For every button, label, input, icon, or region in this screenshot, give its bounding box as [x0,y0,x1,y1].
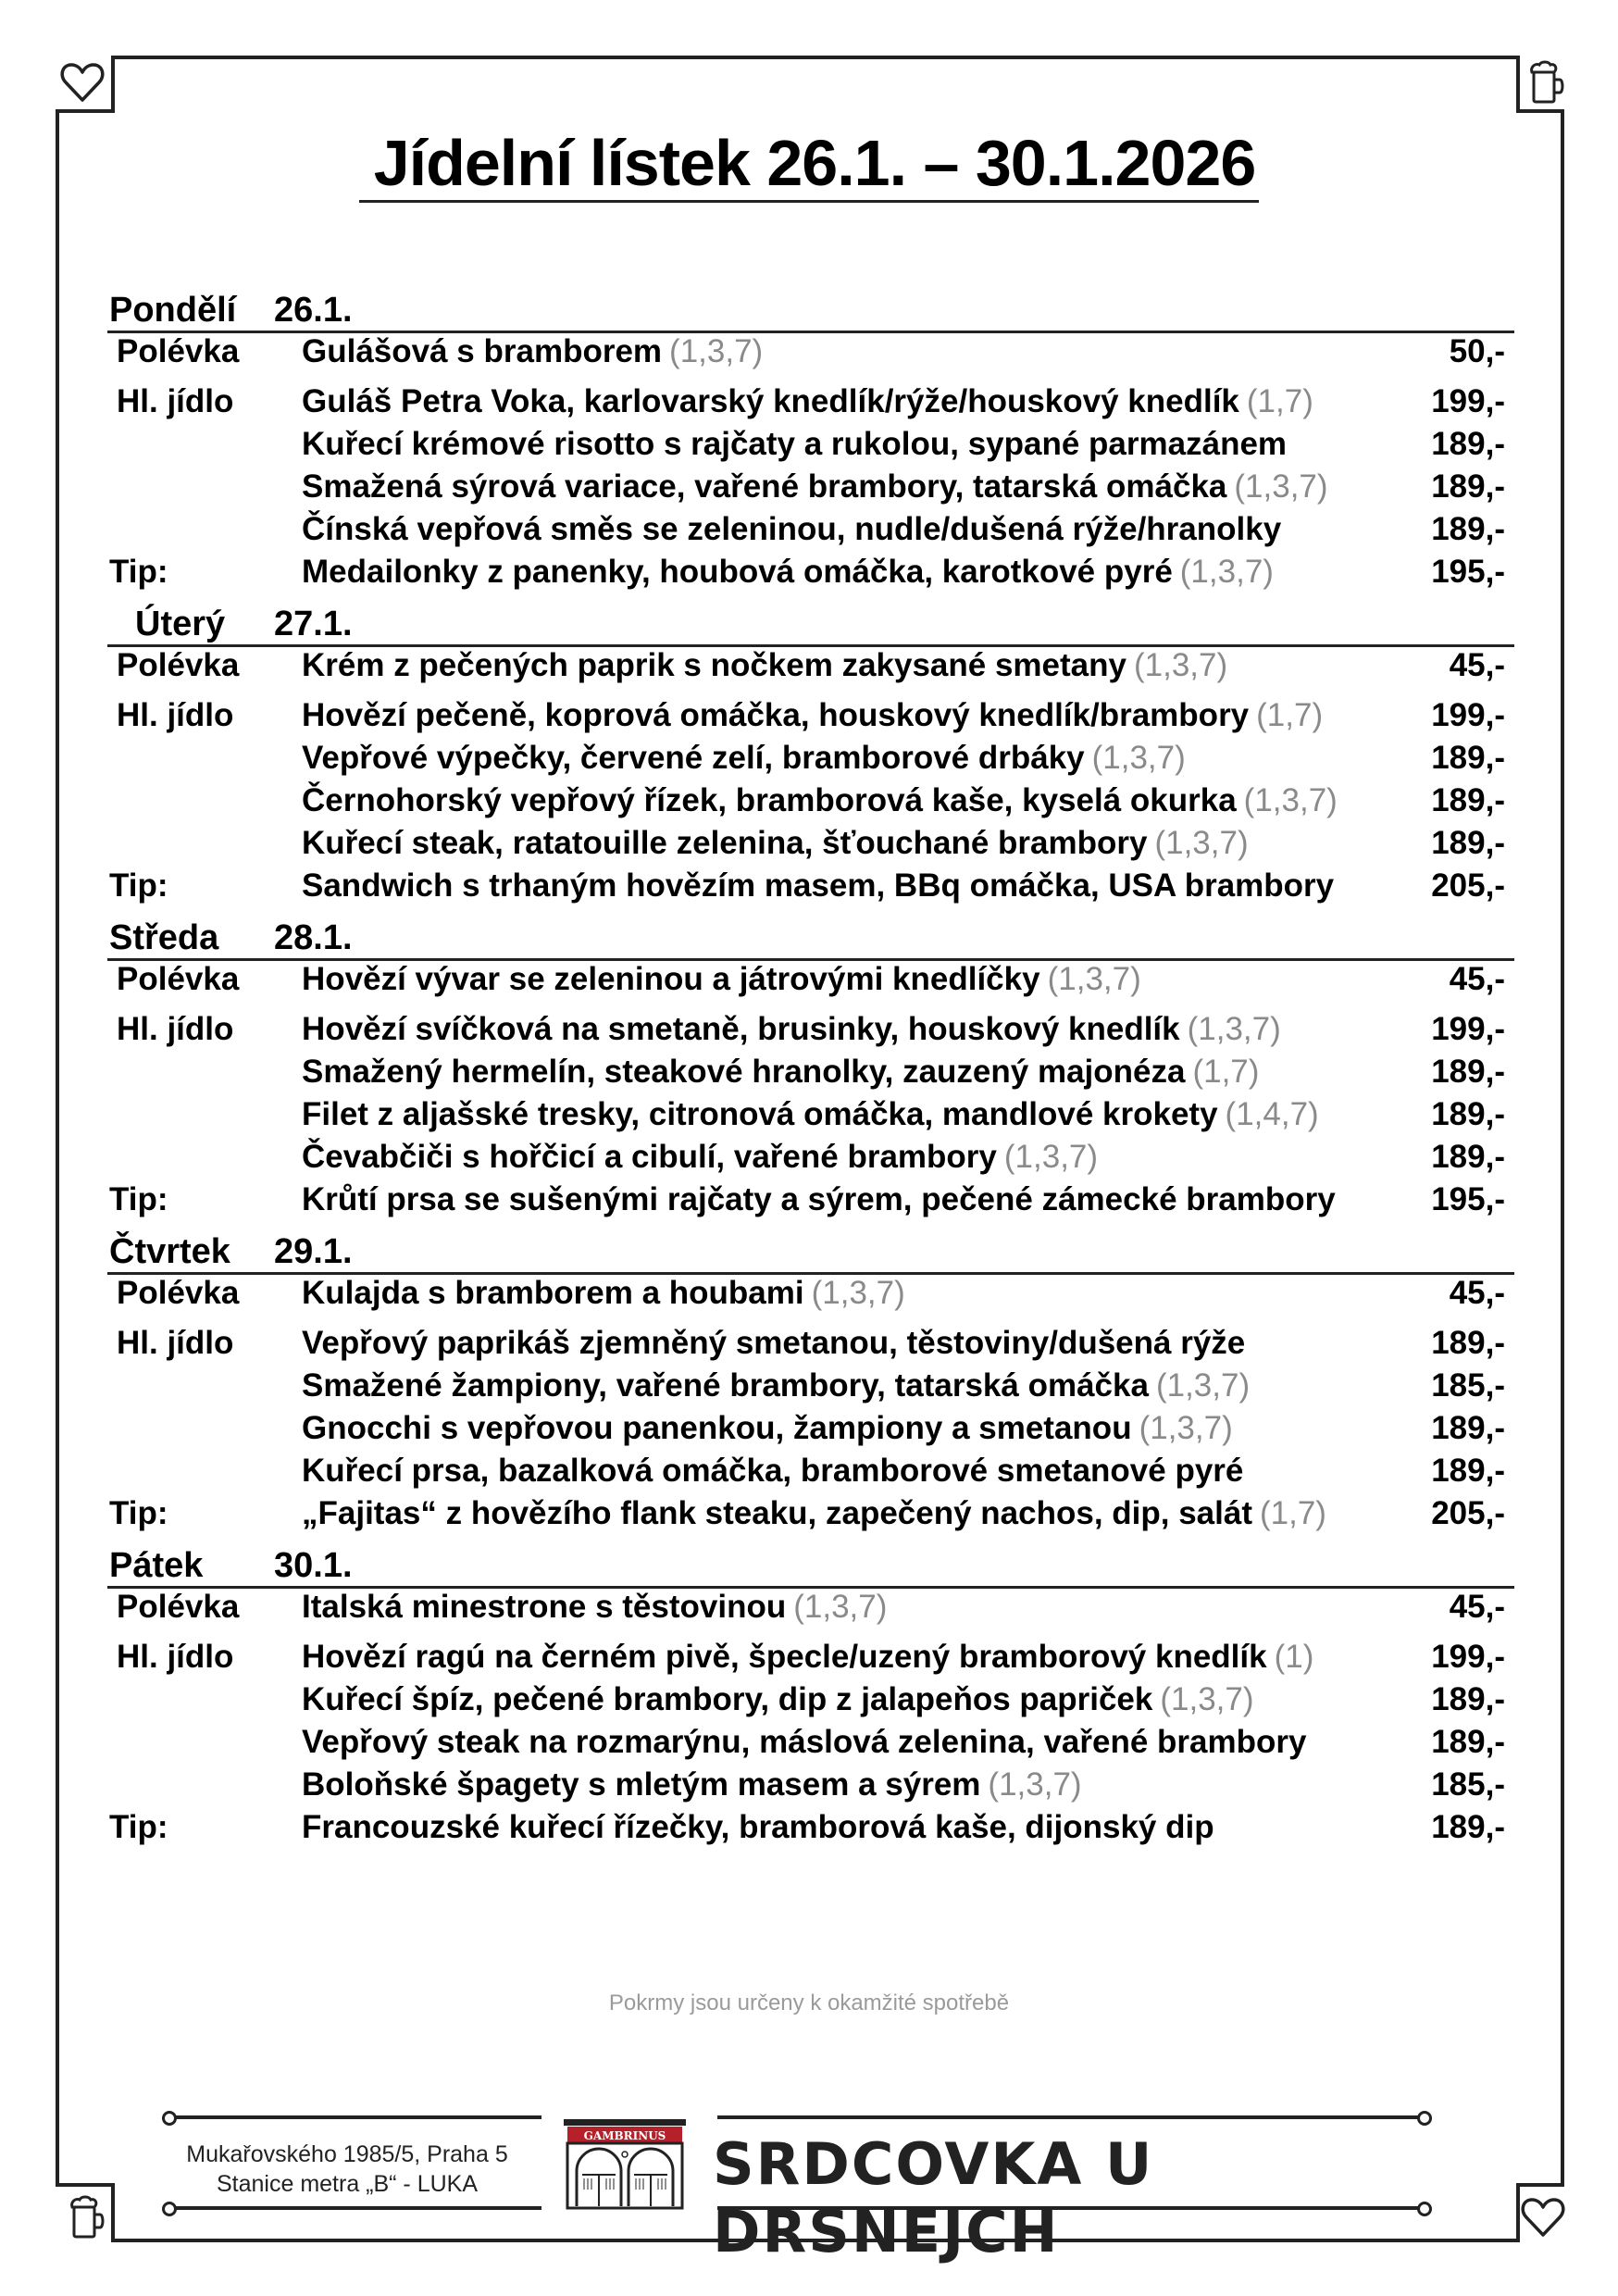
footer-dot [1417,2111,1432,2126]
dish-name: Kuřecí steak, ratatouille zelenina, šťouchané brambory [302,825,1148,861]
menu-item-price: 199,- [1431,1639,1505,1675]
menu-item-dish [302,1589,1403,1626]
menu-item [107,1139,1514,1181]
menu-item-price: 195,- [1431,554,1505,590]
menu-item [107,1325,1514,1367]
menu-item-category: Hl. jídlo [117,1325,234,1361]
menu-item-dish [302,825,1403,862]
dish-name: Kuřecí prsa, bazalková omáčka, bramborové smetanové pyré [302,1453,1244,1489]
day-section [107,1224,1514,1538]
dish-name: Hovězí pečeně, koprová omáčka, houskový knedlík/brambory [302,697,1250,733]
dish-name: Guláš Petra Voka, karlovarský knedlík/rýže/houskový knedlík [302,383,1239,419]
menu-item-dish [302,1054,1403,1091]
menu-item-dish [302,1410,1403,1447]
allergen-codes: (1,4,7) [1225,1096,1319,1132]
allergen-codes: (1,3,7) [1133,647,1228,683]
dish-name: Smažené žampiony, vařené brambory, tatarská omáčka [302,1367,1149,1404]
beer-mug-icon [1523,57,1573,107]
menu-item-price: 189,- [1431,1054,1505,1090]
day-date: 29.1. [274,1232,353,1271]
day-date: 26.1. [274,291,353,330]
menu-item [107,647,1514,690]
menu-item-category: Polévka [117,647,240,683]
allergen-codes: (1,3,7) [1160,1681,1254,1717]
menu-item-dish [302,1011,1403,1048]
menu-item-category: Polévka [117,1275,240,1311]
allergen-codes: (1,3,7) [1139,1410,1233,1446]
day-section [107,282,1514,596]
footer-dot [162,2111,177,2126]
menu-item-price: 189,- [1431,1096,1505,1132]
menu-item [107,1724,1514,1766]
menu-item-dish [302,1495,1403,1532]
day-items [107,647,1514,910]
footer-banner [162,2115,1430,2265]
menu-item-dish [302,961,1403,998]
menu-item [107,1639,1514,1681]
menu-item [107,383,1514,426]
day-date: 28.1. [274,918,353,957]
menu-item [107,1410,1514,1453]
menu-item-dish [302,697,1403,734]
menu-item-dish [302,468,1403,505]
dish-name: Vepřové výpečky, červené zelí, bramborové drbáky [302,740,1085,776]
allergen-codes: (1,7) [1259,1495,1326,1531]
menu-item-price: 189,- [1431,511,1505,547]
dish-name: Hovězí ragú na černém pivě, špecle/uzený bramborový knedlík [302,1639,1267,1675]
day-items [107,1275,1514,1538]
dish-name: Hovězí svíčková na smetaně, brusinky, houskový knedlík [302,1011,1180,1047]
menu-item [107,1766,1514,1809]
menu-item-price: 205,- [1431,867,1505,904]
allergen-codes: (1,3,7) [988,1766,1082,1803]
day-header [107,1538,1514,1589]
menu-item-category: Hl. jídlo [117,1639,234,1675]
menu-item-dish [302,1139,1403,1176]
dish-name: Filet z aljašské tresky, citronová omáčka, mandlové krokety [302,1096,1218,1132]
menu-item [107,1589,1514,1631]
day-date: 30.1. [274,1546,353,1585]
menu-item-dish [302,782,1403,819]
menu-item-dish [302,1275,1403,1312]
menu-item-dish [302,1639,1403,1676]
menu-item-dish [302,1181,1403,1218]
allergen-codes: (1,3,7) [1187,1011,1281,1047]
day-items [107,961,1514,1224]
brand-name: SRDCOVKA U DRSNEJCH [713,2130,1154,2265]
menu-item-price: 195,- [1431,1181,1505,1217]
dish-name: Hovězí vývar se zeleninou a játrovými knedlíčky [302,961,1040,997]
menu-item-price: 45,- [1449,961,1505,997]
allergen-codes: (1,3,7) [811,1275,905,1311]
menu-item-price: 199,- [1431,1011,1505,1047]
day-header [107,596,1514,647]
menu-item-price: 205,- [1431,1495,1505,1531]
day-section [107,596,1514,910]
allergen-codes: (1,7) [1256,697,1324,733]
day-section [107,1538,1514,1852]
dish-name: Italská minestrone s těstovinou [302,1589,787,1625]
menu-item [107,1054,1514,1096]
allergen-codes: (1,3,7) [1154,825,1249,861]
menu-item [107,511,1514,554]
menu-item-dish [302,1681,1403,1718]
menu-item-dish [302,333,1403,370]
menu-item-dish [302,383,1403,420]
dish-name: Krém z pečených paprik s nočkem zakysané smetany [302,647,1126,683]
dish-name: „Fajitas“ z hovězího flank steaku, zapečený nachos, dip, salát [302,1495,1252,1531]
menu-item-price: 199,- [1431,697,1505,733]
menu-item-price: 189,- [1431,1453,1505,1489]
menu-item-dish [302,740,1403,777]
consumption-note: Pokrmy jsou určeny k okamžité spotřebě [608,1990,1010,2015]
allergen-codes: (1,3,7) [1155,1367,1251,1404]
menu-item-price: 189,- [1431,782,1505,818]
menu-item-price: 45,- [1449,1589,1505,1625]
day-name: Pátek [109,1546,204,1585]
menu-item [107,697,1514,740]
allergen-codes: (1,3,7) [1091,740,1186,776]
day-name: Středa [109,918,219,957]
menu-item-dish [302,1096,1403,1133]
menu-item-category: Tip: [109,1809,168,1845]
dish-name: Vepřový paprikáš zjemněný smetanou, těstoviny/dušená rýže [302,1325,1246,1361]
menu-item-price: 189,- [1431,468,1505,505]
allergen-codes: (1,3,7) [1179,554,1274,590]
menu-item-category: Hl. jídlo [117,1011,234,1047]
menu-item-price: 189,- [1431,1809,1505,1845]
menu-item [107,867,1514,910]
menu-item-dish [302,554,1403,591]
menu-item-price: 50,- [1449,333,1505,369]
allergen-codes: (1) [1274,1639,1314,1675]
footer-divider [717,2115,1421,2119]
menu-item-price: 189,- [1431,1724,1505,1760]
allergen-codes: (1,7) [1192,1054,1260,1090]
allergen-codes: (1,3,7) [669,333,764,369]
address-line-2: Stanice metra „B“ - LUKA [216,2171,479,2197]
menu-item-price: 189,- [1431,1325,1505,1361]
dish-name: Čínská vepřová směs se zeleninou, nudle/dušená rýže/hranolky [302,511,1282,547]
page-title: Jídelní lístek 26.1. – 30.1.2026 [359,130,1260,203]
menu-item [107,468,1514,511]
address-line-1: Mukařovského 1985/5, Praha 5 [186,2141,508,2167]
menu-item-price: 189,- [1431,825,1505,861]
allergen-codes: (1,3,7) [793,1589,888,1625]
day-name: Pondělí [109,291,237,330]
menu-item-dish [302,1325,1403,1362]
menu-item [107,825,1514,867]
day-items [107,333,1514,596]
menu-item-category: Tip: [109,867,168,904]
footer-divider [171,2115,541,2119]
menu-item-dish [302,1766,1403,1803]
menu-item-price: 189,- [1431,740,1505,776]
menu-item-price: 185,- [1431,1367,1505,1404]
allergen-codes: (1,3,7) [1234,468,1328,505]
heart-icon [1518,2192,1568,2242]
menu-item-category: Tip: [109,1181,168,1217]
dish-name: Boloňské špagety s mletým masem a sýrem [302,1766,981,1803]
menu-item-dish [302,1453,1403,1490]
menu-item-price: 189,- [1431,426,1505,462]
dish-name: Kuřecí krémové risotto s rajčaty a rukolou, sypané parmazánem [302,426,1288,462]
menu-item [107,1011,1514,1054]
menu-item [107,961,1514,1004]
menu-item [107,740,1514,782]
menu-item-price: 189,- [1431,1139,1505,1175]
dish-name: Gnocchi s vepřovou panenkou, žampiony a smetanou [302,1410,1132,1446]
menu-item-dish [302,647,1403,684]
menu-item [107,426,1514,468]
menu-item-category: Polévka [117,333,240,369]
menu-item-dish [302,426,1403,463]
dish-name: Kulajda s bramborem a houbami [302,1275,804,1311]
menu-item-category: Polévka [117,961,240,997]
gambrinus-building-logo [560,2117,690,2210]
menu-item-price: 189,- [1431,1410,1505,1446]
day-date: 27.1. [274,605,353,643]
menu-item-price: 45,- [1449,1275,1505,1311]
menu-item-price: 189,- [1431,1681,1505,1717]
day-items [107,1589,1514,1852]
menu-item-dish [302,1367,1403,1404]
allergen-codes: (1,3,7) [1243,782,1338,818]
dish-name: Smažená sýrová variace, vařené brambory, tatarská omáčka [302,468,1227,505]
day-section [107,910,1514,1224]
day-header [107,282,1514,333]
menu-item [107,333,1514,376]
dish-name: Sandwich s trhaným hovězím masem, BBq omáčka, USA brambory [302,867,1335,904]
dish-name: Francouzské kuřecí řízečky, bramborová kaše, dijonský dip [302,1809,1214,1845]
dish-name: Kuřecí špíz, pečené brambory, dip z jalapeňos papriček [302,1681,1153,1717]
menu-item-category: Hl. jídlo [117,697,234,733]
menu-item-dish [302,1724,1403,1761]
menu-item-price: 199,- [1431,383,1505,419]
day-header [107,910,1514,961]
footer-divider [171,2206,541,2210]
address [180,2140,514,2199]
menu-item [107,1681,1514,1724]
dish-name: Smažený hermelín, steakové hranolky, zauzený majonéza [302,1054,1186,1090]
menu-item-dish [302,1809,1403,1846]
menu-item-category: Polévka [117,1589,240,1625]
menu-item-price: 45,- [1449,647,1505,683]
menu-item [107,1275,1514,1317]
menu-item [107,782,1514,825]
menu-item [107,1495,1514,1538]
logo-sign-text: GAMBRINUS [583,2129,666,2142]
menu-item [107,554,1514,596]
allergen-codes: (1,7) [1246,383,1313,419]
dish-name: Černohorský vepřový řízek, bramborová kaše, kyselá okurka [302,782,1237,818]
menu-item-dish [302,511,1403,548]
day-name: Čtvrtek [109,1232,230,1271]
menu-item-price: 185,- [1431,1766,1505,1803]
dish-name: Krůtí prsa se sušenými rajčaty a sýrem, pečené zámecké brambory [302,1181,1336,1217]
weekly-menu [107,282,1514,1852]
day-header [107,1224,1514,1275]
menu-item [107,1096,1514,1139]
beer-mug-icon [63,2192,113,2242]
menu-item-category: Tip: [109,554,168,590]
menu-item [107,1181,1514,1224]
menu-item [107,1453,1514,1495]
menu-item [107,1809,1514,1852]
dish-name: Vepřový steak na rozmarýnu, máslová zelenina, vařené brambory [302,1724,1307,1760]
day-name: Úterý [135,605,226,643]
dish-name: Čevabčiči s hořčicí a cibulí, vařené brambory [302,1139,997,1175]
dish-name: Gulášová s bramborem [302,333,663,369]
footer-dot [162,2202,177,2216]
menu-item-dish [302,867,1403,905]
menu-item [107,1367,1514,1410]
allergen-codes: (1,3,7) [1047,961,1141,997]
allergen-codes: (1,3,7) [1003,1139,1099,1175]
menu-item-category: Tip: [109,1495,168,1531]
menu-item-category: Hl. jídlo [117,383,234,419]
page-title-wrap [0,127,1618,203]
heart-icon [57,57,107,107]
dish-name: Medailonky z panenky, houbová omáčka, karotkové pyré [302,554,1173,590]
